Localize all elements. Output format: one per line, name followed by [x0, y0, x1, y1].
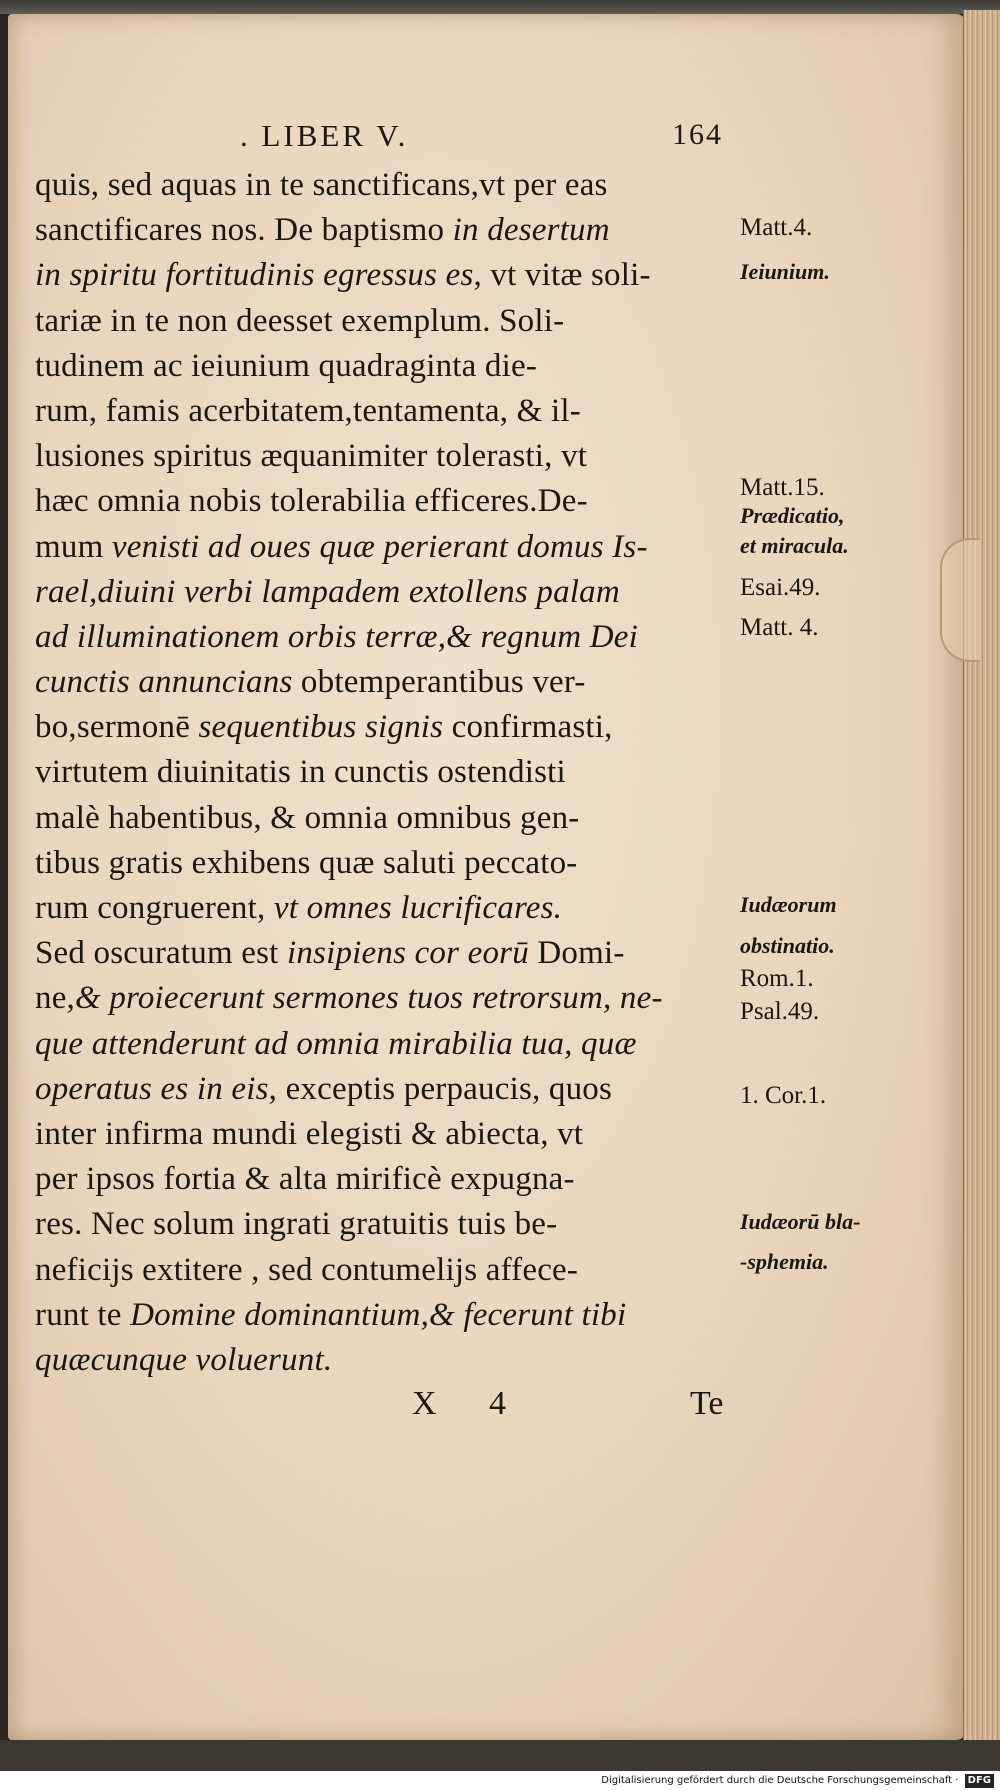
running-head: . LIBER V. [240, 118, 409, 153]
body-text [35, 163, 755, 1383]
roman-segment: Sed oscuratum est [35, 935, 287, 972]
dfg-logo: DFG [965, 1774, 994, 1788]
roman-segment: neficijs extitere , sed contumelijs affece- [35, 1251, 579, 1288]
credit-separator: · [955, 1775, 959, 1786]
italic-segment: in spiritu fortitudinis egressus es [35, 257, 474, 294]
margin-note: Matt. 4. [740, 614, 819, 642]
text-line [35, 660, 755, 705]
text-line [35, 344, 755, 389]
italic-segment: quæcunque voluerunt. [35, 1341, 333, 1378]
margin-note: Matt.4. [740, 214, 813, 242]
page-number: 164 [672, 118, 723, 151]
book-bottom-edge [0, 1740, 1000, 1771]
page-clip [940, 538, 980, 662]
roman-segment: quis, sed aquas in te sanctificans,vt per eas [35, 167, 608, 203]
roman-segment: lusiones spiritus æquanimiter tolerasti, vt [35, 438, 588, 475]
roman-segment: virtutem diuinitatis in cunctis ostendisti [35, 754, 566, 791]
text-line [35, 389, 755, 434]
text-line [35, 796, 755, 841]
credit-text: Digitalisierung gefördert durch die Deutsche Forschungsgemeinschaft [601, 1775, 953, 1786]
margin-note: Psal.49. [740, 998, 820, 1026]
italic-segment: cunctis annuncians [35, 664, 293, 701]
text-line [35, 750, 755, 795]
roman-segment: bo,sermonē [35, 709, 199, 746]
roman-segment: Domi- [528, 935, 625, 972]
page-header [0, 118, 1000, 158]
margin-note: 1. Cor.1. [740, 1082, 827, 1110]
text-line [35, 299, 755, 344]
margin-note: et miracula. [740, 532, 849, 558]
text-line [35, 841, 755, 886]
book-top-edge [0, 0, 1000, 14]
italic-segment: insipiens cor eorū [286, 935, 529, 972]
roman-segment: inter infirma mundi elegisti & abiecta, vt [35, 1115, 584, 1152]
roman-segment: rum congruerent, [35, 890, 274, 926]
margin-note: obstinatio. [740, 932, 835, 958]
margin-note: Prædicatio, [740, 503, 845, 529]
italic-segment: rael,diuini verbi lampadem extollens palam [35, 573, 620, 610]
roman-segment: rum, famis acerbitatem,tentamenta, & il- [35, 392, 581, 429]
roman-segment: tibus gratis exhibens quæ saluti peccato- [35, 844, 578, 881]
margin-note: Rom.1. [740, 964, 814, 992]
roman-segment: tariæ in te non deesset exemplum. Soli- [35, 302, 565, 339]
signature-mark: X 4 [412, 1385, 529, 1422]
text-line [35, 705, 755, 750]
text-line [35, 1112, 755, 1157]
roman-segment: res. Nec solum ingrati gratuitis tuis be- [35, 1206, 558, 1243]
italic-segment: & proiecerunt sermones tuos retrorsum, ne- [75, 980, 663, 1017]
roman-segment: per ipsos fortia & alta mirificè expugna- [35, 1161, 575, 1198]
text-line [35, 976, 755, 1021]
roman-segment: ne, [35, 980, 75, 1017]
page-footer [0, 1385, 1000, 1430]
italic-segment: que attenderunt ad omnia mirabilia tua, quæ [35, 1025, 637, 1062]
catchword: Te [690, 1385, 724, 1422]
text-line [35, 525, 755, 570]
italic-segment: venisti ad oues quæ perierant domus Is- [111, 528, 648, 565]
roman-segment: obtemperantibus ver- [292, 664, 586, 701]
italic-segment: sequentibus signis [198, 709, 444, 746]
roman-segment: sanctificares nos. De baptismo [35, 212, 453, 249]
page-fore-edge [963, 10, 1000, 1745]
text-line [35, 1157, 755, 1202]
margin-note: Matt.15. [740, 474, 825, 502]
text-line [35, 570, 755, 615]
italic-segment: Domine dominantium,& fecerunt tibi [130, 1296, 627, 1333]
margin-note: -sphemia. [740, 1249, 829, 1275]
text-line [35, 434, 755, 479]
text-line [35, 1293, 755, 1338]
digitization-credit [0, 1771, 1000, 1791]
roman-segment: hæc omnia nobis tolerabilia efficeres.De- [35, 483, 588, 520]
italic-segment: operatus es in eis [35, 1070, 269, 1107]
text-line [35, 1338, 755, 1383]
italic-segment: in desertum [452, 212, 610, 249]
margin-note: Ieiunium. [740, 259, 830, 285]
text-line [35, 253, 755, 298]
margin-note: Iudæorum [740, 892, 837, 918]
text-line [35, 1202, 755, 1247]
text-line [35, 1067, 755, 1112]
margin-note: Esai.49. [740, 573, 821, 601]
text-line [35, 931, 755, 976]
text-line [35, 886, 755, 931]
roman-segment: runt te [35, 1296, 131, 1333]
text-line [35, 479, 755, 524]
text-line [35, 1022, 755, 1067]
text-line [35, 208, 755, 253]
roman-segment: malè habentibus, & omnia omnibus gen- [35, 799, 580, 836]
italic-segment: vt omnes lucrificares. [273, 890, 563, 926]
roman-segment: mum [35, 528, 112, 565]
italic-segment: ad illuminationem orbis terræ,& regnum Dei [35, 618, 638, 655]
text-line [35, 163, 755, 208]
roman-segment: , exceptis perpaucis, quos [268, 1070, 613, 1107]
margin-note: Iudæorū bla- [740, 1208, 861, 1234]
text-line [35, 1248, 755, 1293]
text-line [35, 615, 755, 660]
roman-segment: , vt vitæ soli- [473, 257, 651, 294]
roman-segment: tudinem ac ieiunium quadraginta die- [35, 347, 538, 384]
roman-segment: confirmasti, [443, 709, 613, 746]
